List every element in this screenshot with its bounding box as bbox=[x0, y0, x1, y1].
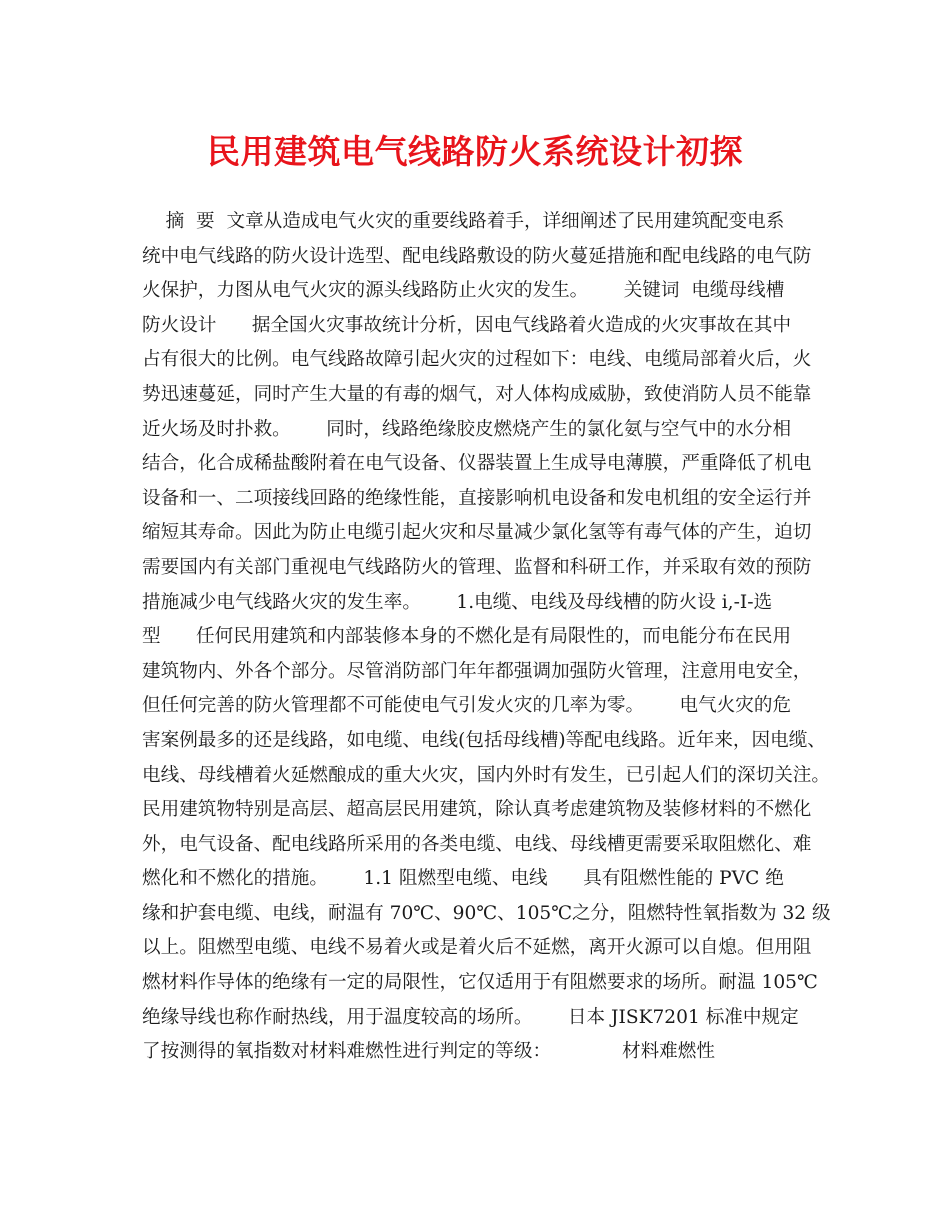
document-body bbox=[142, 205, 831, 1070]
body-line: 型 任何民用建筑和内部装修本身的不燃化是有局限性的，而电能分布在民用 bbox=[142, 626, 792, 648]
body-line: 但任何完善的防火管理都不可能使电气引发火灾的几率为零。 电气火灾的危 bbox=[142, 695, 792, 717]
body-line: 需要国内有关部门重视电气线路防火的管理、监督和科研工作，并采取有效的预防 bbox=[142, 556, 812, 578]
body-line: 电线、母线槽着火延燃酿成的重大火灾，国内外时有发生，已引起人们的深切关注。 bbox=[142, 764, 830, 786]
body-line: 占有很大的比例。电气线路故障引起火灾的过程如下：电线、电缆局部着火后，火 bbox=[142, 349, 812, 371]
body-line: 燃化和不燃化的措施。 1.1 阻燃型电缆、电线 具有阻燃性能的 PVC 绝 bbox=[142, 868, 784, 890]
body-line: 以上。阻燃型电缆、电线不易着火或是着火后不延燃，离开火源可以自熄。但用阻 bbox=[142, 937, 812, 959]
body-line: 防火设计 据全国火灾事故统计分析，因电气线路着火造成的火灾事故在其中 bbox=[142, 314, 792, 336]
body-line: 统中电气线路的防火设计选型、配电线路敷设的防火蔓延措施和配电线路的电气防 bbox=[142, 245, 812, 267]
body-line: 民用建筑物特别是高层、超高层民用建筑，除认真考虑建筑物及装修材料的不燃化 bbox=[142, 799, 812, 821]
body-line: 建筑物内、外各个部分。尽管消防部门年年都强调加强防火管理，注意用电安全， bbox=[142, 660, 812, 682]
body-line: 了按测得的氧指数对材料难燃性进行判定的等级： 材料难燃性 bbox=[142, 1041, 715, 1063]
body-line: 外，电气设备、配电线路所采用的各类电缆、电线、母线槽更需要采取阻燃化、难 bbox=[142, 833, 812, 855]
body-line: 近火场及时扑救。 同时，线路绝缘胶皮燃烧产生的氯化氨与空气中的水分相 bbox=[142, 418, 792, 440]
body-line: 燃材料作导体的绝缘有一定的局限性，它仅适用于有阻燃要求的场所。耐温 105℃ bbox=[142, 972, 818, 994]
body-line: 结合，化合成稀盐酸附着在电气设备、仪器装置上生成导电薄膜，严重降低了机电 bbox=[142, 453, 812, 475]
body-line: 缩短其寿命。因此为防止电缆引起火灾和尽量减少氯化氢等有毒气体的产生，迫切 bbox=[142, 522, 812, 544]
body-line: 害案例最多的还是线路，如电缆、电线(包括母线槽)等配电线路。近年来，因电缆、 bbox=[142, 729, 826, 751]
body-line: 缘和护套电缆、电线，耐温有 70℃、90℃、105℃之分，阻燃特性氧指数为 32 级 bbox=[142, 902, 831, 924]
body-line: 火保护，力图从电气火灾的源头线路防止火灾的发生。 关键词 电缆母线槽 bbox=[142, 280, 785, 302]
body-line: 绝缘导线也称作耐热线，用于温度较高的场所。 日本 JISK7201 标准中规定 bbox=[142, 1006, 799, 1028]
body-line: 措施减少电气线路火灾的发生率。 1.电缆、电线及母线槽的防火设 i,-I-选 bbox=[142, 591, 773, 613]
body-line: 摘 要 文章从造成电气火灾的重要线路着手，详细阐述了民用建筑配变电系 bbox=[142, 211, 785, 232]
body-line: 势迅速蔓延，同时产生大量的有毒的烟气，对人体构成威胁，致使消防人员不能靠 bbox=[142, 383, 812, 405]
document-title: 民用建筑电气线路防火系统设计初探 bbox=[207, 132, 743, 171]
body-line: 设备和一、二项接线回路的绝缘性能，直接影响机电设备和发电机组的安全运行并 bbox=[142, 487, 812, 509]
